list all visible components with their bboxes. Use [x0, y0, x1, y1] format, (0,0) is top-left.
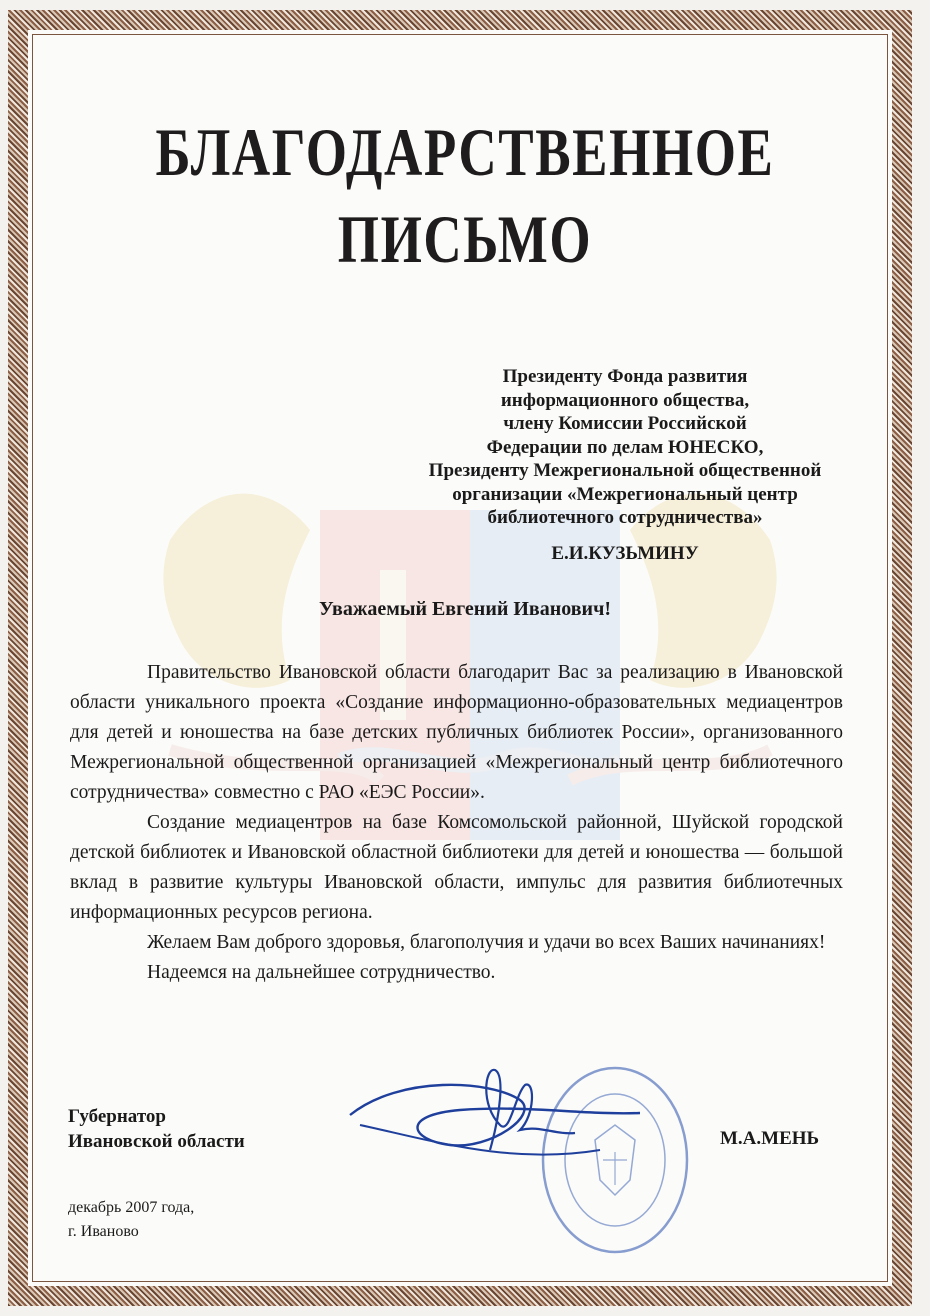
body-paragraph: Создание медиацентров на базе Комсомольской районной, Шуйской городской детской библиотек и Ивановской областной библиотеки для детей и юношества — большой вклад в развитие культуры Ивановской области, импульс для развития библиотечных информационных ресурсов региона. [70, 812, 843, 923]
date-line: декабрь 2007 года, [68, 1199, 195, 1216]
handwritten-signature [340, 1055, 660, 1185]
signatory-title [68, 1104, 245, 1154]
document-title-line1: БЛАГОДАРСТВЕННОЕ [155, 114, 775, 190]
signatory-name: М.А.МЕНЬ [720, 1128, 820, 1149]
body-paragraph: Желаем Вам доброго здоровья, благополучия и удачи во всех Ваших начинаниях! [147, 932, 826, 953]
place-line: г. Иваново [68, 1223, 139, 1240]
addressee-line: Президенту Межрегиональной общественной [428, 460, 822, 481]
document-title-line2: ПИСЬМО [337, 201, 593, 277]
addressee-line: члену Комиссии Российской [503, 413, 747, 434]
addressee-name: Е.И.КУЗЬМИНУ [551, 542, 699, 564]
body-paragraph: Надеемся на дальнейшее сотрудничество. [147, 962, 496, 983]
addressee-block [330, 365, 920, 565]
date-place [68, 1196, 194, 1244]
addressee-line: организации «Межрегиональный центр [452, 483, 798, 505]
signatory-title-line: Ивановской области [68, 1131, 245, 1152]
letter-body [70, 658, 843, 988]
greeting: Уважаемый Евгений Иванович! [318, 598, 612, 620]
body-paragraph: Правительство Ивановской области благодарит Вас за реализацию в Ивановской области уникального проекта «Создание информационно-образовательных медиацентров для детей и юношества на базе детских публичных библиотек России», организованного Межрегиональной общественной организацией «Межрегиональный центр библиотечного сотрудничества» совместно с РАО «ЕЭС России». [70, 662, 843, 803]
addressee-line: библиотечного сотрудничества» [487, 507, 763, 528]
addressee-line: Президенту Фонда развития [502, 366, 748, 387]
signatory-title-line: Губернатор [68, 1106, 166, 1127]
addressee-line: Федерации по делам ЮНЕСКО, [486, 436, 764, 458]
addressee-line: информационного общества, [500, 389, 750, 411]
